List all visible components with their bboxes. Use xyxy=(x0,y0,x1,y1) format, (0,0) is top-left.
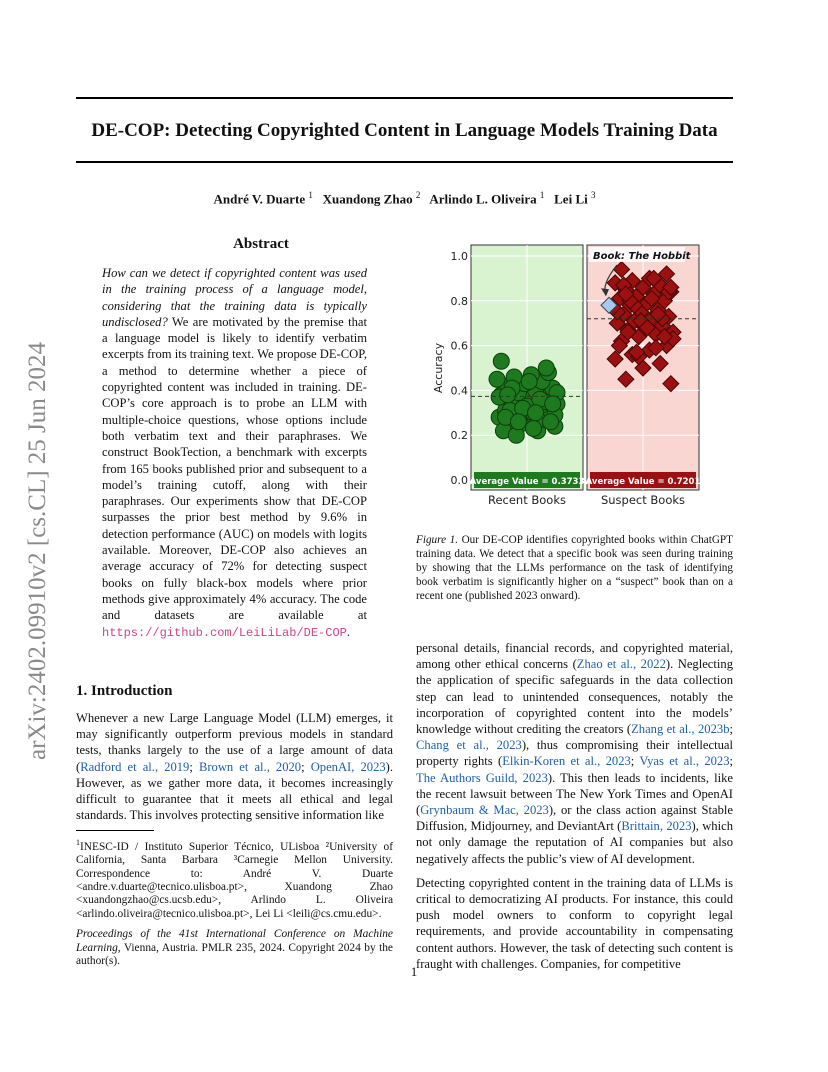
footnote-text: INESC-ID / Instituto Superior Técnico, ULisboa ²University of California, Santa Barbara ³Carnegie Mellon University. Correspondence to: André V. Duarte <andre.v.duarte@tecnico.ulisboa.pt>, Xuandong Zhao <xuandongzhao@cs.ucsb.edu>, Arlindo L. Oliveira <arlindo.oliveira@tecnico.ulisboa.pt>, Lei Li <leili@cs.cmu.edu>. xyxy=(76,840,393,920)
caption-label: Figure 1. xyxy=(416,534,458,546)
x-tick-label: Suspect Books xyxy=(600,493,686,507)
citation-link[interactable]: Vyas et al., 2023 xyxy=(639,754,730,769)
data-point xyxy=(500,387,516,403)
abstract-body xyxy=(102,265,367,641)
text-run: ; xyxy=(301,759,311,774)
data-point xyxy=(489,371,505,387)
author-affiliation: 3 xyxy=(590,190,596,200)
abstract-question: How can we detect if copyrighted content was used in the training process of a language model, considering that the training data is typically undisclosed? xyxy=(102,266,367,329)
annotation-text: Book: The Hobbit xyxy=(593,251,691,262)
text-run: ), thus compromising their intellectual property rights ( xyxy=(416,738,733,769)
data-point xyxy=(521,373,537,389)
citation-link[interactable]: Brown et al., 2020 xyxy=(198,759,302,774)
y-tick-label: 0.8 xyxy=(450,294,468,308)
text-run: ). Neglecting the application of specific safeguards in the data collection step can lead to unintended consequences, notably the incorporation of copyrighted content into the models’ knowledge without crediting the creators ( xyxy=(416,657,733,737)
y-tick-label: 0.0 xyxy=(450,474,468,487)
code-link[interactable]: https://github.com/LeiLiLab/DE-COP xyxy=(102,625,347,640)
y-axis-label: Accuracy xyxy=(432,342,445,394)
data-point xyxy=(493,353,509,369)
y-tick-label: 0.2 xyxy=(450,429,468,443)
proceedings-note xyxy=(76,928,393,969)
footnote-rule xyxy=(76,830,154,831)
paragraph xyxy=(416,640,733,867)
abstract-text: We are motivated by the premise that a language model is likely to identify verbatim excerpts from its training text. We propose DE-COP, a method to determine whether a piece of copyrighted content was included in training. DE-COP’s core approach is to probe an LLM with multiple-choice questions, whose options include both verbatim text and their paraphrases. We construct BookTection, a benchmark with excerpts from 165 books published prior and subsequent to a model’s training cutoff, along with their paraphrases. Our experiments show that DE-COP surpasses the prior best method by 9.6% in detection performance (AUC) on models with logits available. Moreover, DE-COP also achieves an average accuracy of 72% for detecting suspect books on fully black-box models where prior methods give approximately 4% accuracy. The code and datasets are available at xyxy=(102,314,367,623)
data-point xyxy=(528,405,544,421)
citation-link[interactable]: OpenAI, 2023 xyxy=(310,759,386,774)
average-label: Average Value = 0.7201 xyxy=(585,477,701,487)
citation-link[interactable]: Chang et al., 2023 xyxy=(416,738,522,753)
abstract-heading: Abstract xyxy=(233,236,289,252)
right-column xyxy=(416,640,733,980)
data-point xyxy=(543,414,559,430)
text-run: Whenever a new Large Language Model (LLM) emerges, it may significantly outperform previous models in standard tests, thanks largely to the use of a large amount of data ( xyxy=(76,711,393,774)
top-rule xyxy=(76,97,733,99)
author-name: Xuandong Zhao xyxy=(322,191,413,207)
author-name: Arlindo L. Oliveira xyxy=(429,191,537,207)
text-run: ; xyxy=(630,754,640,769)
title-bottom-rule xyxy=(76,161,733,163)
section-heading: 1. Introduction xyxy=(76,683,173,699)
average-label: Average Value = 0.3733 xyxy=(469,477,585,487)
text-run: ; xyxy=(729,722,733,737)
author-affiliation: 2 xyxy=(415,190,421,200)
text-run: ; xyxy=(189,759,199,774)
caption-text: Our DE-COP identifies copyrighted books within ChatGPT training data. We detect that a specific book was seen during training by showing that the LLMs performance on the task of identifying book verbatim is significantly higher on a “suspect” book than on a recent one (published 2023 onward). xyxy=(416,534,733,602)
x-tick-label: Recent Books xyxy=(487,493,567,507)
proceedings-rest: , Vienna, Austria. PMLR 235, 2024. Copyright 2024 by the author(s). xyxy=(76,941,393,968)
figure-caption xyxy=(416,534,733,604)
citation-link[interactable]: Zhao et al., 2022 xyxy=(576,657,666,672)
text-run: personal details, financial records, and copyrighted material, among other ethical concerns ( xyxy=(416,641,733,672)
y-tick-label: 1.0 xyxy=(450,250,468,263)
data-point xyxy=(510,414,526,430)
text-run: ), which not only damage the reputation of AI companies but also negatively affects the public’s view of AI development. xyxy=(416,819,733,866)
author-affiliation: 1 xyxy=(539,190,545,200)
citation-link[interactable]: Radford et al., 2019 xyxy=(80,759,190,774)
paper-title: DE-COP: Detecting Copyrighted Content in Language Models Training Data xyxy=(91,120,718,141)
data-point xyxy=(545,396,561,412)
text-run: ). This then leads to incidents, like the recent lawsuit between The New York Times and OpenAI ( xyxy=(416,770,733,818)
y-tick-label: 0.6 xyxy=(450,339,468,353)
paragraph: Detecting copyrighted content in the training data of LLMs is critical to democratizing AI products. For instance, this could push model owners to conform to copyright legal requirements, and provide accountability in compensating content authors. However, the task of detecting such content is fraught with challenges. Companies, for competitive xyxy=(416,875,733,971)
citation-link[interactable]: Elkin-Koren et al., 2023 xyxy=(502,754,631,769)
footnote-mark: 1 xyxy=(76,838,80,847)
arxiv-side-label: arXiv:2402.09910v2 [cs.CL] 25 Jun 2024 xyxy=(24,341,51,760)
abstract-end: . xyxy=(346,624,350,639)
data-point xyxy=(538,360,554,376)
citation-link[interactable]: The Authors Guild, 2023 xyxy=(416,770,548,785)
author-list xyxy=(76,190,733,207)
affiliation-footnote xyxy=(76,836,393,921)
citation-link[interactable]: Grynbaum & Mac, 2023 xyxy=(420,803,549,818)
citation-link[interactable]: Zhang et al., 2023b xyxy=(631,722,730,737)
page-number: 1 xyxy=(410,964,418,979)
text-run: ), or the class action against Stable Diffusion, Midjourney, and DeviantArt ( xyxy=(416,803,733,834)
intro-paragraph xyxy=(76,710,393,823)
text-run: ). However, as we gather more data, it becomes increasingly difficult to guarantee that it meets all ethical and legal standards. This involves protecting sensitive information like xyxy=(76,759,394,823)
figure-1-chart xyxy=(416,240,736,515)
data-point xyxy=(525,420,541,436)
y-tick-label: 0.4 xyxy=(450,384,468,398)
proceedings-venue: Proceedings of the 41st International Conference on Machine Learning xyxy=(76,928,393,954)
text-run: ; xyxy=(729,754,734,769)
author-name: Lei Li xyxy=(554,191,588,207)
author-name: André V. Duarte xyxy=(213,191,306,207)
citation-link[interactable]: Brittain, 2023 xyxy=(621,819,692,834)
author-affiliation: 1 xyxy=(308,190,313,200)
